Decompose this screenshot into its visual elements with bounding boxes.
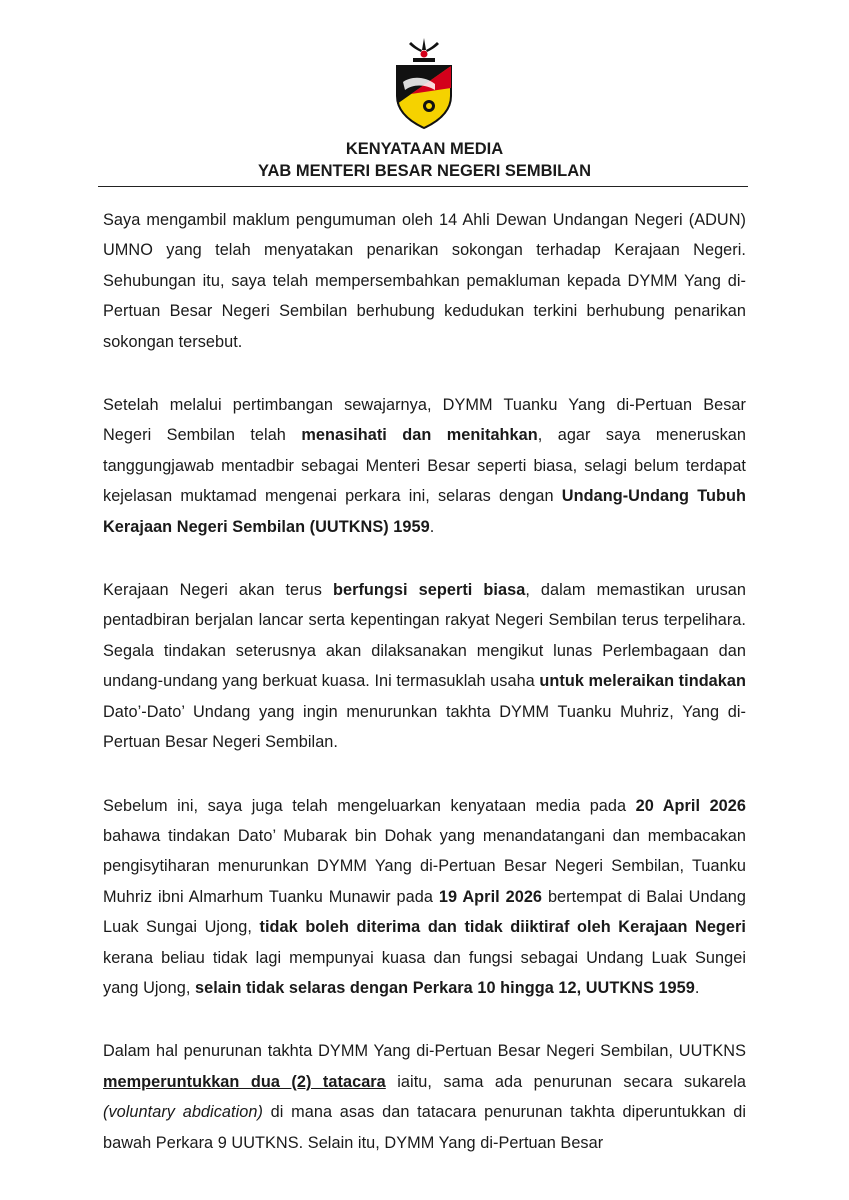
paragraph-3 xyxy=(103,575,746,757)
paragraph-3-bold: berfungsi seperti biasa xyxy=(332,581,526,600)
paragraph-3-text: , dalam memastikan urusan pentadbiran berjalan lancar serta kepentingan rakyat Negeri Sembilan terus terpelihara. Segala tindakan seterusnya akan dilaksanakan mengikut lunas Perlembagaan dan undang-undang yang berkuat kuasa. Ini termasuklah usaha xyxy=(103,581,746,691)
paragraph-4-bold: 20 April 2026 xyxy=(635,796,746,815)
paragraph-4-text: Sebelum ini, saya juga telah mengeluarkan kenyataan media pada xyxy=(103,796,636,815)
header-divider xyxy=(98,186,748,187)
paragraph-4-text: kerana beliau tidak lagi mempunyai kuasa dan fungsi sebagai Undang Luak Sungei yang Ujong, xyxy=(103,948,746,997)
paragraph-5-text: Dalam hal penurunan takhta DYMM Yang di-Pertuan Besar Negeri Sembilan, UUTKNS xyxy=(103,1042,746,1061)
heading-line-1: KENYATAAN MEDIA xyxy=(345,140,504,158)
paragraph-4-bold: 19 April 2026 xyxy=(438,887,543,906)
paragraph-5-bold-underlined: memperuntukkan dua (2) tatacara xyxy=(103,1072,386,1091)
paragraph-4-text: . xyxy=(694,978,700,997)
paragraph-5-italic: (voluntary abdication) xyxy=(103,1103,263,1122)
paragraph-2-bold: menasihati dan menitahkan xyxy=(301,426,538,445)
paragraph-3-text: Dato’-Dato’ Undang yang ingin menurunkan takhta DYMM Tuanku Muhriz, Yang di-Pertuan Besar Negeri Sembilan. xyxy=(103,702,746,752)
paragraph-2-bold: Undang-Undang Tubuh Kerajaan Negeri Sembilan (UUTKNS) 1959 xyxy=(103,487,746,536)
paragraph-3-bold: untuk meleraikan tindakan xyxy=(539,672,746,691)
paragraph-1 xyxy=(103,205,746,357)
statement-body xyxy=(103,205,746,1191)
negeri-sembilan-crest-icon xyxy=(391,36,457,130)
paragraph-2 xyxy=(103,390,746,542)
paragraph-3-text: Kerajaan Negeri akan terus xyxy=(103,581,333,600)
paragraph-2-text: , agar saya meneruskan tanggungjawab mentadbir sebagai Menteri Besar seperti biasa, selagi belum terdapat kejelasan muktamad mengenai perkara ini, selaras dengan xyxy=(103,426,747,506)
heading-line-2: YAB MENTERI BESAR NEGERI SEMBILAN xyxy=(257,162,592,180)
paragraph-4-text: bahawa tindakan Dato’ Mubarak bin Dohak yang menandatangani dan membacakan pengisytiharan menurunkan DYMM Yang di-Pertuan Besar Negeri Sembilan, Tuanku Muhriz ibni Almarhum Tuanku Munawir pada xyxy=(103,826,746,906)
paragraph-5-text: iaitu, sama ada penurunan secara sukarela xyxy=(385,1072,746,1091)
paragraph-2-text: . xyxy=(429,517,435,536)
paragraph-4-bold: tidak boleh diterima dan tidak diiktiraf oleh Kerajaan Negeri xyxy=(259,918,746,937)
paragraph-5 xyxy=(103,1036,746,1158)
heading xyxy=(0,138,849,182)
paragraph-4-bold: selain tidak selaras dengan Perkara 10 hingga 12, UUTKNS 1959 xyxy=(195,978,695,997)
paragraph-2-text: Setelah melalui pertimbangan sewajarnya, DYMM Tuanku Yang di-Pertuan Besar Negeri Sembilan telah xyxy=(103,396,746,445)
paragraph-4 xyxy=(103,791,746,1004)
paragraph-1-text: Saya mengambil maklum pengumuman oleh 14 Ahli Dewan Undangan Negeri (ADUN) UMNO yang telah menyatakan penarikan sokongan terhadap Kerajaan Negeri. Sehubungan itu, saya telah mempersembahkan pemakluman kepada DYMM Yang di-Pertuan Besar Negeri Sembilan berhubung kedudukan terkini berhubung penarikan sokongan tersebut. xyxy=(103,211,746,351)
paragraph-4-text: bertempat di Balai Undang Luak Sungai Ujong, xyxy=(103,887,747,937)
paragraph-5-text: di mana asas dan tatacara penurunan takhta diperuntukkan di bawah Perkara 9 UUTKNS. Selain itu, DYMM Yang di-Pertuan Besar xyxy=(103,1103,746,1152)
